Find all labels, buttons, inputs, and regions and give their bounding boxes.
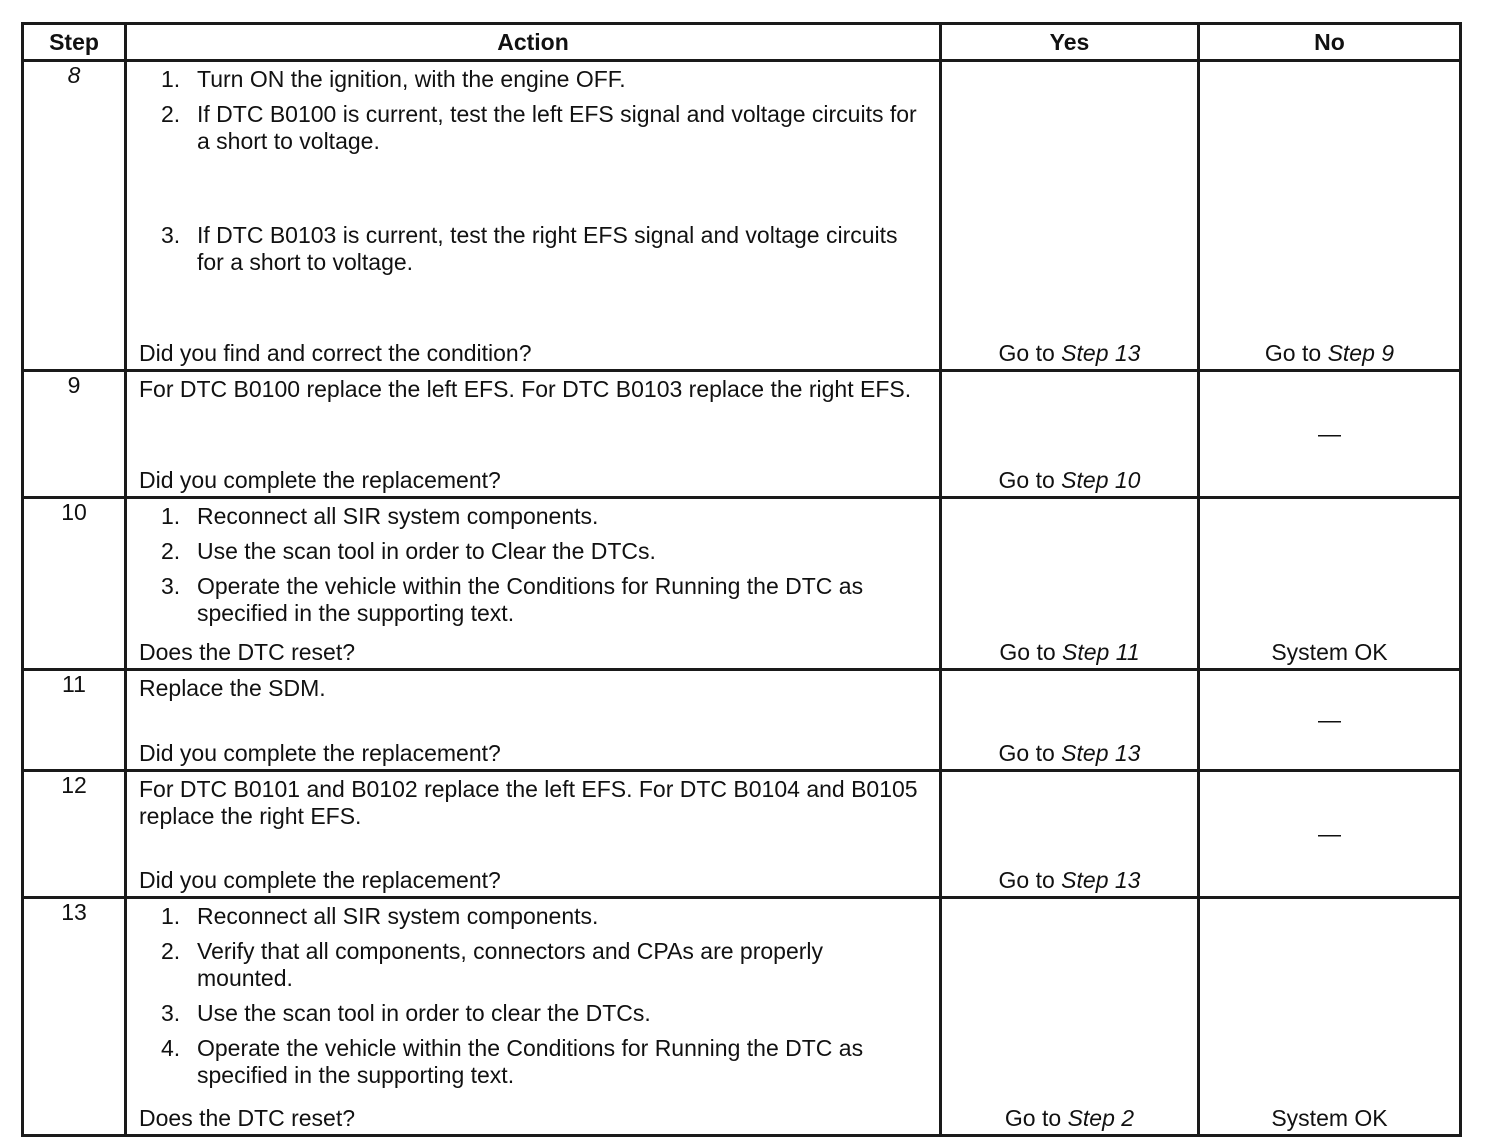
list-item: 3. Use the scan tool in order to clear the DTCs. <box>161 1000 651 1026</box>
table-header-row <box>23 24 1461 61</box>
action-cell <box>126 498 941 670</box>
diagnostic-table <box>21 22 1462 1137</box>
header-no: No <box>1199 24 1461 61</box>
no-cell <box>1199 670 1461 771</box>
action-list <box>127 503 939 627</box>
yes-cell <box>941 670 1199 771</box>
yes-cell <box>941 371 1199 498</box>
question-text: Did you find and correct the condition? <box>139 340 532 366</box>
action-cell <box>126 771 941 898</box>
list-item: 1. Reconnect all SIR system components. <box>161 503 599 529</box>
header-step: Step <box>23 24 126 61</box>
action-list <box>127 66 939 276</box>
yes-goto: Go to Step 10 <box>998 467 1141 493</box>
yes-goto: Go to Step 13 <box>998 740 1141 766</box>
yes-goto: Go to Step 13 <box>998 340 1141 366</box>
step-number: 10 <box>61 499 87 525</box>
action-cell <box>126 61 941 371</box>
question-text: Did you complete the replacement? <box>139 867 501 893</box>
action-list <box>127 903 939 1089</box>
action-cell <box>126 371 941 498</box>
no-text: System OK <box>1271 1105 1388 1131</box>
action-text: For DTC B0100 replace the left EFS. For DTC B0103 replace the right EFS. <box>139 376 912 402</box>
list-item: 3. If DTC B0103 is current, test the right EFS signal and voltage circuits for a short to voltage. <box>161 222 898 275</box>
table-row-step-11 <box>23 670 1461 771</box>
step-number: 11 <box>62 671 86 697</box>
yes-cell <box>941 771 1199 898</box>
action-cell <box>126 670 941 771</box>
list-item: 4. Operate the vehicle within the Conditions for Running the DTC as specified in the supporting text. <box>161 1035 864 1088</box>
no-cell <box>1199 371 1461 498</box>
header-action: Action <box>126 24 941 61</box>
question-text: Did you complete the replacement? <box>139 740 501 766</box>
list-item: 1. Turn ON the ignition, with the engine OFF. <box>161 66 626 92</box>
list-item: 2. Verify that all components, connectors and CPAs are properly mounted. <box>161 938 824 991</box>
yes-goto: Go to Step 13 <box>998 867 1141 893</box>
list-item: 2. Use the scan tool in order to Clear the DTCs. <box>161 538 656 564</box>
step-cell <box>23 61 126 371</box>
step-cell <box>23 898 126 1136</box>
question-text: Does the DTC reset? <box>139 1105 356 1131</box>
table-row-step-13 <box>23 898 1461 1136</box>
action-text: For DTC B0101 and B0102 replace the left EFS. For DTC B0104 and B0105 replace the right EFS. <box>139 776 918 829</box>
step-number: 8 <box>67 62 81 88</box>
step-cell <box>23 371 126 498</box>
action-cell <box>126 898 941 1136</box>
yes-cell <box>941 61 1199 371</box>
no-cell <box>1199 771 1461 898</box>
list-item: 3. Operate the vehicle within the Conditions for Running the DTC as specified in the supporting text. <box>161 573 864 626</box>
step-number: 9 <box>67 372 81 398</box>
header-yes: Yes <box>941 24 1199 61</box>
no-dash: — <box>1318 820 1341 847</box>
yes-goto: Go to Step 2 <box>1004 1105 1135 1131</box>
step-number: 12 <box>61 772 87 798</box>
question-text: Did you complete the replacement? <box>139 467 501 493</box>
table-row-step-9 <box>23 371 1461 498</box>
no-text: System OK <box>1271 639 1388 665</box>
step-cell <box>23 498 126 670</box>
table-row-step-12 <box>23 771 1461 898</box>
no-goto: Go to Step 9 <box>1264 340 1395 366</box>
table-row-step-8 <box>23 61 1461 371</box>
step-cell <box>23 771 126 898</box>
yes-goto: Go to Step 11 <box>999 639 1140 665</box>
no-cell <box>1199 498 1461 670</box>
no-dash: — <box>1318 706 1341 733</box>
list-item: 1. Reconnect all SIR system components. <box>161 903 599 929</box>
no-dash: — <box>1318 420 1341 447</box>
yes-cell <box>941 898 1199 1136</box>
yes-cell <box>941 498 1199 670</box>
step-cell <box>23 670 126 771</box>
list-item: 2. If DTC B0100 is current, test the left EFS signal and voltage circuits for a short to voltage. <box>161 101 917 154</box>
question-text: Does the DTC reset? <box>139 639 356 665</box>
action-text: Replace the SDM. <box>139 675 326 701</box>
no-cell <box>1199 898 1461 1136</box>
step-number: 13 <box>61 899 87 925</box>
no-cell <box>1199 61 1461 371</box>
table-row-step-10 <box>23 498 1461 670</box>
